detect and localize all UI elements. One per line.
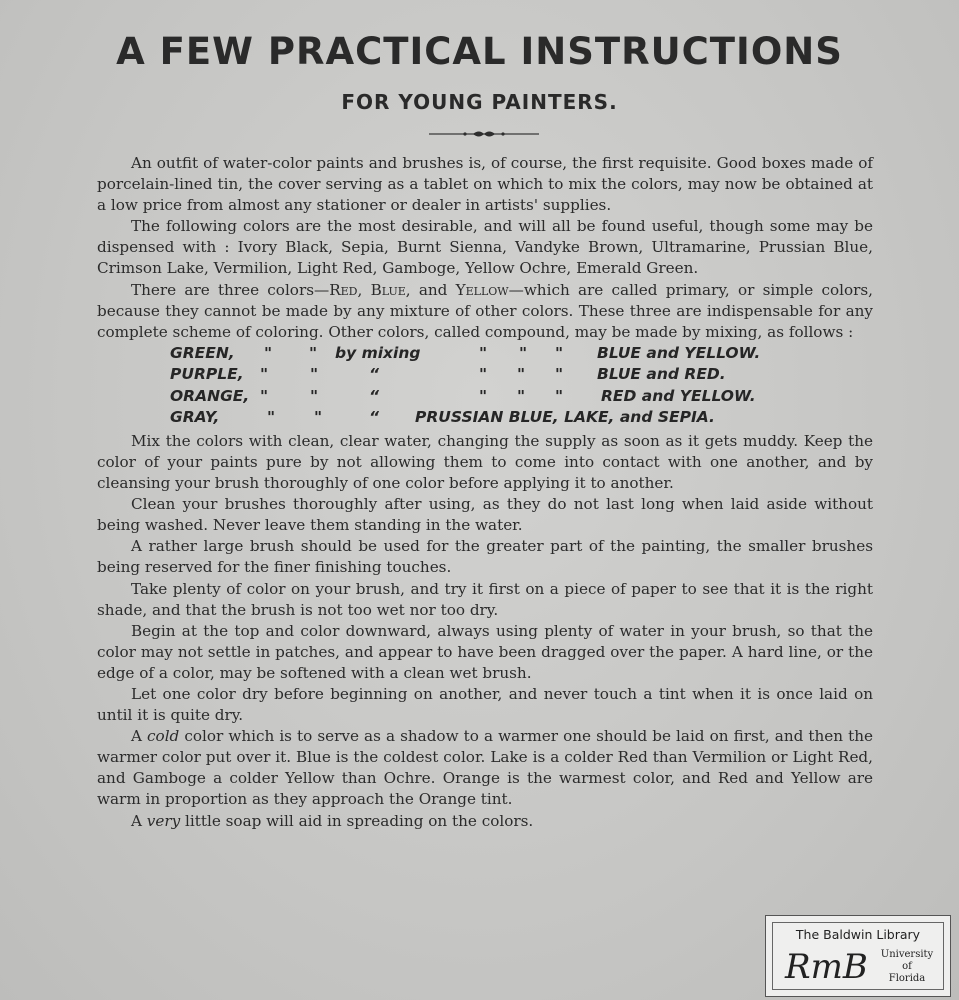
ornament-divider — [429, 128, 539, 140]
paragraph-top-down: Begin at the top and color downward, always using plenty of water in your brush, so that the color may not settle in patches, and appear to have been dragged over the paper. A hard line, or the edge of a color, may be softened with a clean wet brush. — [97, 621, 873, 682]
word-red: Red — [329, 280, 358, 299]
mix-result: BLUE and RED. — [597, 365, 726, 384]
paragraph-dry: Let one color dry before beginning on another, and never touch a tint when it is once laid on until it is quite dry. — [97, 684, 873, 725]
mix-color: ORANGE, — [170, 386, 250, 405]
mix-result: PRUSSIAN BLUE, LAKE, and SEPIA. — [415, 408, 715, 427]
mix-by-mixing: by mixing — [335, 343, 421, 362]
instructions-body — [97, 153, 873, 832]
mix-result: BLUE and YELLOW. — [597, 343, 761, 362]
paragraph-plenty-color: Take plenty of color on your brush, and try it first on a piece of paper to see that it is the right shade, and that the brush is not too wet nor too dry. — [97, 579, 873, 619]
paragraph-colors-list: The following colors are the most desirable, and will all be found useful, though some may be dispensed with : Ivory Black, Sepia, Burnt Sienna, Vandyke Brown, Ultramarine, Prussian Blue, Crimson Lake, Vermilion, Light Red, Gamboge, Yellow Ochre, Emerald Green. — [97, 217, 873, 278]
stamp-library-name: The Baldwin Library — [795, 927, 921, 942]
mix-color: PURPLE, — [170, 365, 244, 384]
paragraph-primary-colors: There are three colors—Red, Blue, and Yellow—which are called primary, or simple colors, because they cannot be made by any mixture of other colors. These three are indispensable for any complete scheme of coloring. Other colors, called compound, may be made by mixing, as follows : — [97, 280, 873, 341]
stamp-logo: RmB — [785, 947, 868, 987]
mix-color: GRAY, — [170, 408, 220, 427]
page-subtitle: FOR YOUNG PAINTERS. — [341, 90, 618, 114]
page-title: A FEW PRACTICAL INSTRUCTIONS — [116, 30, 843, 73]
stamp-frame — [772, 922, 944, 990]
paragraph-soap: A very little soap will aid in spreading on the colors. — [131, 811, 534, 830]
paragraph-outfit: An outfit of water-color paints and brushes is, of course, the first requisite. Good boxes made of porcelain-lined tin, the cover serving as a tablet on which to mix the colors, may now be obtained at a low price from almost any stationer or dealer in artists' supplies. — [97, 154, 873, 215]
mixing-row: PURPLE, " " “ " " " BLUE and RED. — [97, 364, 873, 386]
mix-color: GREEN, — [170, 343, 235, 362]
library-stamp — [765, 915, 951, 997]
stamp-university: University of Florida — [880, 949, 934, 984]
paragraph-cold-color: A cold color which is to serve as a shadow to a warmer one should be laid on first, and then the warmer color put over it. Blue is the coldest color. Lake is a colder Red than Vermilion or Light Red, and Gamboge a colder Yellow than Ochre. Orange is the warmest color, and Red and Yellow are warm in proportion as they approach the Orange tint. — [97, 727, 873, 809]
mixing-row: ORANGE, " " “ " " " RED and YELLOW. — [97, 386, 873, 408]
paragraph-clean-brushes: Clean your brushes thoroughly after using, as they do not last long when laid aside without being washed. Never leave them standing in the water. — [97, 495, 873, 535]
paragraph-clean-water: Mix the colors with clean, clear water, changing the supply as soon as it gets muddy. Keep the color of your paints pure by not allowing them to come into contact with one another, and by cleansing your brush thoroughly of one color before applying it to another. — [97, 431, 873, 493]
mixing-row: GRAY, " " “ PRUSSIAN BLUE, LAKE, and SEPIA. — [97, 407, 873, 429]
mix-result: RED and YELLOW. — [601, 386, 756, 405]
mixing-table — [97, 343, 873, 429]
word-yellow: Yellow — [455, 280, 509, 299]
mixing-row: GREEN, " " by mixing " " " BLUE and YELLOW. — [97, 343, 873, 365]
word-blue: Blue — [370, 280, 406, 299]
paragraph-large-brush: A rather large brush should be used for the greater part of the painting, the smaller brushes being reserved for the finer finishing touches. — [97, 537, 873, 577]
